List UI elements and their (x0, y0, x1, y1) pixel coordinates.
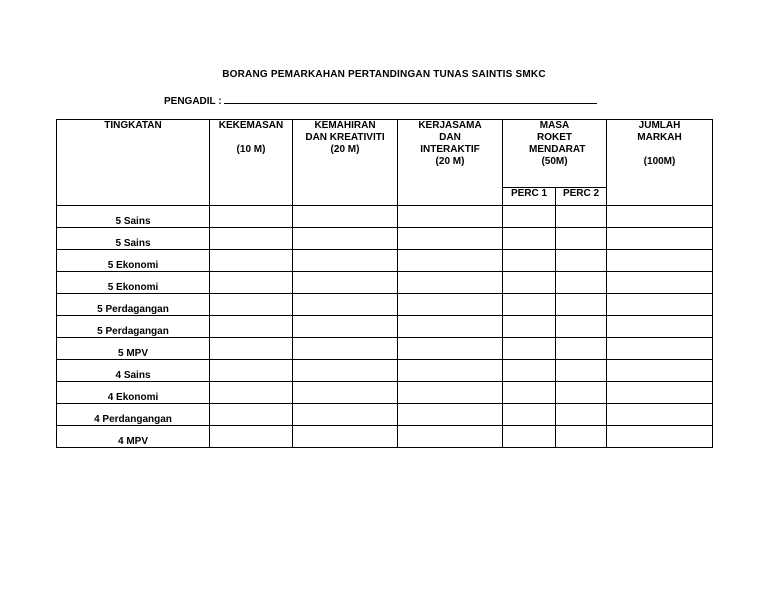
row-tingkatan: 5 Sains (57, 228, 210, 250)
kemahiran-cell[interactable] (293, 382, 398, 404)
kekemasan-cell[interactable] (210, 250, 293, 272)
perc1-cell[interactable] (503, 272, 556, 294)
kerjasama-cell[interactable] (398, 338, 503, 360)
table-row (57, 272, 713, 294)
header-tingkatan (57, 120, 210, 206)
perc2-cell[interactable] (556, 404, 607, 426)
table-row (57, 250, 713, 272)
row-tingkatan: 4 Ekonomi (57, 382, 210, 404)
kemahiran-cell[interactable] (293, 250, 398, 272)
kemahiran-cell[interactable] (293, 294, 398, 316)
judge-signature-line[interactable] (224, 94, 597, 104)
perc1-cell[interactable] (503, 316, 556, 338)
jumlah-cell[interactable] (607, 316, 713, 338)
form-title: BORANG PEMARKAHAN PERTANDINGAN TUNAS SAINTIS SMKC (222, 69, 546, 80)
jumlah-cell[interactable] (607, 426, 713, 448)
perc2-cell[interactable] (556, 272, 607, 294)
kekemasan-cell[interactable] (210, 272, 293, 294)
judge-field (164, 94, 597, 107)
header-jumlah-label: JUMLAH MARKAH (637, 120, 682, 143)
perc1-cell[interactable] (503, 250, 556, 272)
table-row (57, 360, 713, 382)
perc1-cell[interactable] (503, 228, 556, 250)
row-tingkatan: 5 Perdagangan (57, 294, 210, 316)
kemahiran-cell[interactable] (293, 404, 398, 426)
kerjasama-cell[interactable] (398, 272, 503, 294)
kekemasan-cell[interactable] (210, 338, 293, 360)
header-jumlah-marks: (100M) (643, 156, 676, 167)
table-row (57, 404, 713, 426)
table-row (57, 382, 713, 404)
perc2-cell[interactable] (556, 316, 607, 338)
kemahiran-cell[interactable] (293, 228, 398, 250)
jumlah-cell[interactable] (607, 382, 713, 404)
header-tingkatan-label: TINGKATAN (104, 120, 162, 131)
kemahiran-cell[interactable] (293, 338, 398, 360)
kemahiran-cell[interactable] (293, 426, 398, 448)
row-tingkatan: 4 MPV (57, 426, 210, 448)
judge-label: PENGADIL : (164, 96, 222, 107)
kemahiran-cell[interactable] (293, 272, 398, 294)
perc1-cell[interactable] (503, 206, 556, 228)
table-row (57, 294, 713, 316)
kerjasama-cell[interactable] (398, 382, 503, 404)
kemahiran-cell[interactable] (293, 316, 398, 338)
row-tingkatan: 5 Sains (57, 206, 210, 228)
perc2-cell[interactable] (556, 382, 607, 404)
kekemasan-cell[interactable] (210, 316, 293, 338)
header-kekemasan (210, 120, 293, 206)
jumlah-cell[interactable] (607, 228, 713, 250)
perc2-cell[interactable] (556, 360, 607, 382)
perc2-cell[interactable] (556, 338, 607, 360)
header-jumlah (607, 120, 713, 206)
jumlah-cell[interactable] (607, 360, 713, 382)
perc1-cell[interactable] (503, 294, 556, 316)
kekemasan-cell[interactable] (210, 382, 293, 404)
kerjasama-cell[interactable] (398, 426, 503, 448)
row-tingkatan: 5 Perdagangan (57, 316, 210, 338)
header-kerjasama-label: KERJASAMA DAN INTERAKTIF (418, 120, 482, 155)
table-row (57, 206, 713, 228)
perc2-cell[interactable] (556, 228, 607, 250)
perc1-cell[interactable] (503, 338, 556, 360)
row-tingkatan: 4 Sains (57, 360, 210, 382)
header-perc1: PERC 1 (503, 188, 556, 206)
kemahiran-cell[interactable] (293, 360, 398, 382)
header-kemahiran (293, 120, 398, 206)
kerjasama-cell[interactable] (398, 250, 503, 272)
header-masa (503, 120, 607, 188)
row-tingkatan: 4 Perdangangan (57, 404, 210, 426)
kerjasama-cell[interactable] (398, 206, 503, 228)
perc2-cell[interactable] (556, 294, 607, 316)
table-row (57, 228, 713, 250)
perc2-cell[interactable] (556, 206, 607, 228)
table-row (57, 338, 713, 360)
kemahiran-cell[interactable] (293, 206, 398, 228)
header-masa-label: MASA ROKET MENDARAT (529, 120, 586, 155)
kekemasan-cell[interactable] (210, 294, 293, 316)
table-row (57, 316, 713, 338)
kekemasan-cell[interactable] (210, 404, 293, 426)
perc2-cell[interactable] (556, 426, 607, 448)
row-tingkatan: 5 Ekonomi (57, 272, 210, 294)
kekemasan-cell[interactable] (210, 426, 293, 448)
perc1-cell[interactable] (503, 404, 556, 426)
kerjasama-cell[interactable] (398, 360, 503, 382)
table-row (57, 426, 713, 448)
jumlah-cell[interactable] (607, 294, 713, 316)
kerjasama-cell[interactable] (398, 404, 503, 426)
perc1-cell[interactable] (503, 360, 556, 382)
perc2-cell[interactable] (556, 250, 607, 272)
kekemasan-cell[interactable] (210, 206, 293, 228)
jumlah-cell[interactable] (607, 272, 713, 294)
header-kerjasama (398, 120, 503, 206)
header-masa-marks: (50M) (541, 156, 568, 167)
kerjasama-cell[interactable] (398, 316, 503, 338)
row-tingkatan: 5 Ekonomi (57, 250, 210, 272)
header-kekemasan-label: KEKEMASAN (218, 120, 284, 131)
kerjasama-cell[interactable] (398, 294, 503, 316)
jumlah-cell[interactable] (607, 338, 713, 360)
header-kekemasan-marks: (10 M) (236, 144, 266, 155)
jumlah-cell[interactable] (607, 206, 713, 228)
header-kemahiran-label: KEMAHIRAN DAN KREATIVITI (305, 120, 385, 143)
perc1-cell[interactable] (503, 382, 556, 404)
jumlah-cell[interactable] (607, 250, 713, 272)
row-tingkatan: 5 MPV (57, 338, 210, 360)
scoring-table (56, 119, 713, 448)
perc1-cell[interactable] (503, 426, 556, 448)
header-kerjasama-marks: (20 M) (435, 156, 465, 167)
jumlah-cell[interactable] (607, 404, 713, 426)
kekemasan-cell[interactable] (210, 360, 293, 382)
header-kemahiran-marks: (20 M) (330, 144, 360, 155)
kerjasama-cell[interactable] (398, 228, 503, 250)
kekemasan-cell[interactable] (210, 228, 293, 250)
header-perc2: PERC 2 (556, 188, 607, 206)
